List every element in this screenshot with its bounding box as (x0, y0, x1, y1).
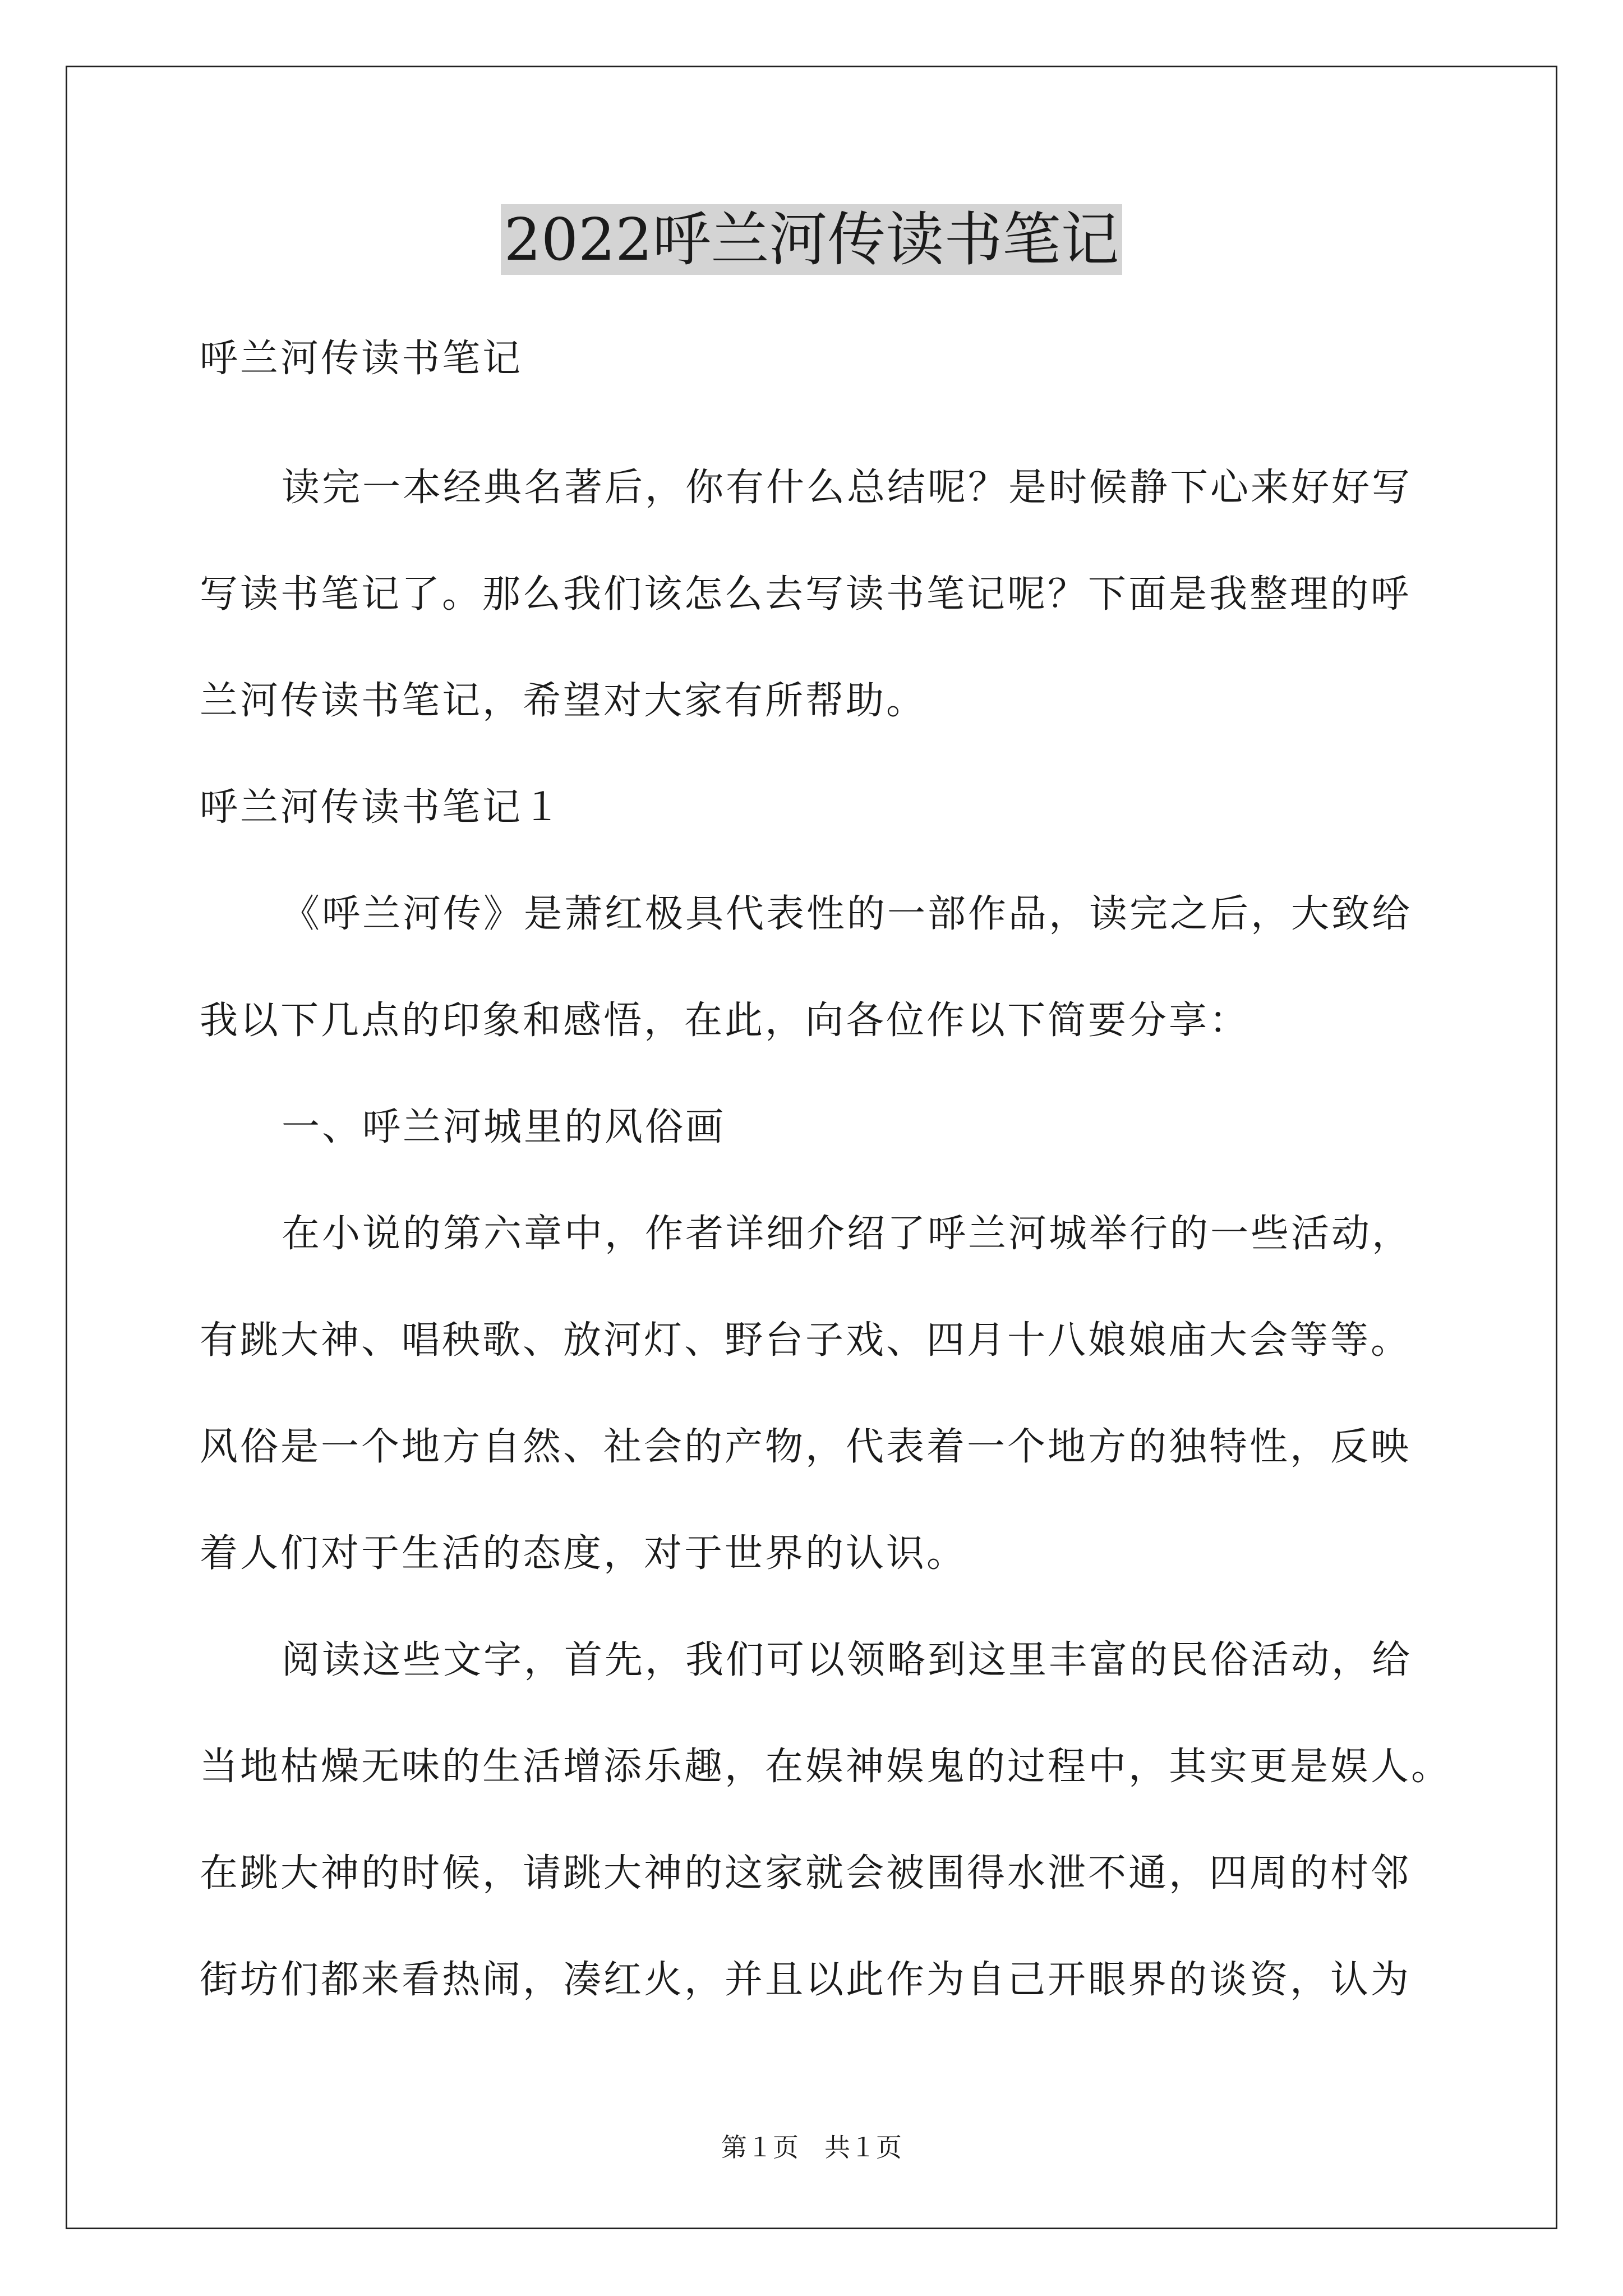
paragraph-line: 阅读这些文字，首先，我们可以领略到这里丰富的民俗活动，给 (282, 1638, 1413, 1682)
paragraph-line: 读完一本经典名著后，你有什么总结呢？是时候静下心来好好写 (282, 466, 1413, 510)
page-number-footer: 第１页 共１页 (721, 2132, 902, 2162)
paragraph-line: 兰河传读书笔记，希望对大家有所帮助。 (200, 679, 927, 723)
paragraph-line: 在跳大神的时候，请跳大神的这家就会被围得水泄不通，四周的村邻 (200, 1851, 1412, 1895)
paragraph-line: 当地枯燥无味的生活增添乐趣，在娱神娱鬼的过程中，其实更是娱人。 (200, 1745, 1452, 1789)
subheading-line: 一、呼兰河城里的风俗画 (282, 1105, 726, 1149)
document-title-text: 2022呼兰河传读书笔记 (501, 204, 1123, 275)
paragraph-line: 在小说的第六章中，作者详细介绍了呼兰河城举行的一些活动， (282, 1212, 1413, 1256)
paragraph-line: 《呼兰河传》是萧红极具代表性的一部作品，读完之后，大致给 (282, 892, 1413, 936)
section-heading: 呼兰河传读书笔记１ (200, 785, 564, 830)
paragraph-line: 着人们对于生活的态度，对于世界的认识。 (200, 1531, 967, 1576)
paragraph-line: 写读书笔记了。那么我们该怎么去写读书笔记呢？下面是我整理的呼 (200, 572, 1412, 616)
paragraph-line: 街坊们都来看热闹，凑红火，并且以此作为自己开眼界的谈资，认为 (200, 1958, 1412, 2002)
paragraph-line: 风俗是一个地方自然、社会的产物，代表着一个地方的独特性，反映 (200, 1425, 1412, 1469)
section-heading: 呼兰河传读书笔记 (200, 337, 523, 381)
paragraph-line: 我以下几点的印象和感悟，在此，向各位作以下简要分享： (200, 999, 1250, 1043)
paragraph-line: 有跳大神、唱秧歌、放河灯、野台子戏、四月十八娘娘庙大会等等。 (200, 1318, 1412, 1363)
document-title (0, 197, 1623, 282)
